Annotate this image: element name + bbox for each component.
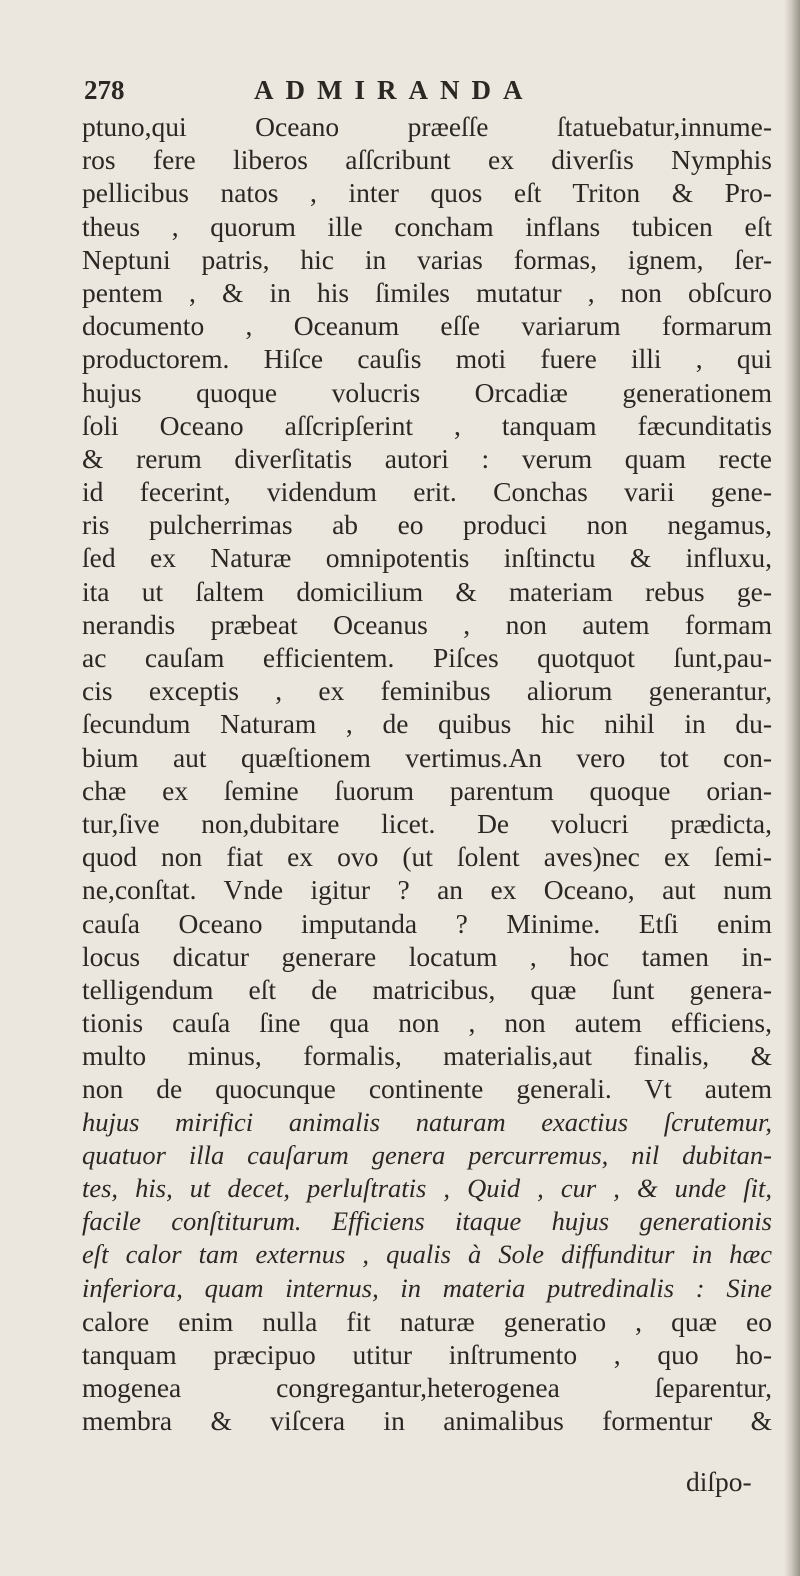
text-line: Neptuni patris, hic in varias formas, ignem, ſer- — [82, 243, 772, 275]
text-line: tur,ſive non,dubitare licet. De volucri prædicta, — [82, 807, 772, 839]
text-line: inferiora, quam internus, in materia putredinalis : Sine — [82, 1272, 772, 1303]
text-line: documento , Oceanum eſſe variarum formarum — [82, 310, 772, 342]
text-line: pellicibus natos , inter quos eſt Triton & Pro- — [82, 177, 772, 209]
text-line: membra & viſcera in animalibus formentur & — [82, 1405, 772, 1437]
text-line: calore enim nulla fit naturæ generatio , quæ eo — [82, 1305, 772, 1337]
catchword: diſpo- — [686, 1466, 752, 1497]
text-line: id fecerint, videndum erit. Conchas varii gene- — [82, 476, 772, 508]
text-line: ptuno,qui Oceano præeſſe ſtatuebatur,innume- — [82, 111, 772, 142]
text-line: mogenea congregantur,heterogenea ſeparentur, — [82, 1372, 772, 1404]
text-line: ſed ex Naturæ omnipotentis inſtinctu & influxu, — [82, 542, 772, 574]
text-line: multo minus, formalis, materialis,aut finalis, & — [82, 1040, 772, 1072]
text-line: cauſa Oceano imputanda ? Minime. Etſi enim — [82, 907, 772, 939]
text-line: theus , quorum ille concham inflans tubicen eſt — [82, 210, 772, 242]
text-line: eſt calor tam externus , qualis à Sole diffunditur in hæc — [82, 1239, 772, 1270]
text-line: ita ut ſaltem domicilium & materiam rebus ge- — [82, 575, 772, 607]
text-line: tes, his, ut decet, perluſtratis , Quid , cur , & unde ſit, — [82, 1173, 772, 1203]
text-line: ne,conſtat. Vnde igitur ? an ex Oceano, aut num — [82, 874, 772, 906]
text-line: facile conſtiturum. Efficiens itaque hujus generationis — [82, 1206, 772, 1237]
text-line: chæ ex ſemine ſuorum parentum quoque orian- — [82, 774, 772, 806]
text-line: telligendum eſt de matricibus, quæ ſunt genera- — [82, 973, 772, 1005]
text-line: locus dicatur generare locatum , hoc tamen in- — [82, 940, 772, 972]
text-line: non de quocunque continente generali. Vt autem — [82, 1073, 772, 1105]
page-header — [84, 70, 764, 110]
text-line: cis exceptis , ex feminibus aliorum generantur, — [82, 675, 772, 707]
text-line: quod non fiat ex ovo (ut ſolent aves)nec ex ſemi- — [82, 841, 772, 873]
text-line: ros fere liberos aſſcribunt ex diverſis Nymphis — [82, 144, 772, 176]
page-edge-shadow — [784, 0, 800, 1576]
body-text — [82, 110, 772, 1438]
text-line: & rerum diverſitatis autori : verum quam recte — [82, 442, 772, 474]
text-line: ſoli Oceano aſſcripſerint , tanquam fæcunditatis — [82, 409, 772, 441]
text-line: ris pulcherrimas ab eo produci non negamus, — [82, 509, 772, 541]
text-line: hujus quoque volucris Orcadiæ generationem — [82, 376, 772, 408]
text-line: tionis cauſa ſine qua non , non autem efficiens, — [82, 1007, 772, 1039]
text-line: ſecundum Naturam , de quibus hic nihil in du- — [82, 708, 772, 740]
text-line: quatuor illa cauſarum genera percurremus, nil dubitan- — [82, 1139, 772, 1170]
text-line: productorem. Hiſce cauſis moti fuere illi , qui — [82, 343, 772, 375]
text-line: ac cauſam efficientem. Piſces quotquot ſunt,pau- — [82, 642, 772, 673]
page-number: 278 — [84, 75, 125, 105]
text-line: tanquam præcipuo utitur inſtrumento , quo ho- — [82, 1338, 772, 1370]
text-line: nerandis præbeat Oceanus , non autem formam — [82, 608, 772, 640]
running-head: ADMIRANDA — [254, 75, 535, 105]
text-line: bium aut quæſtionem vertimus.An vero tot con- — [82, 741, 772, 773]
text-line: hujus mirifici animalis naturam exactius ſcrutemur, — [82, 1106, 772, 1137]
text-line: pentem , & in his ſimiles mutatur , non obſcuro — [82, 276, 772, 308]
